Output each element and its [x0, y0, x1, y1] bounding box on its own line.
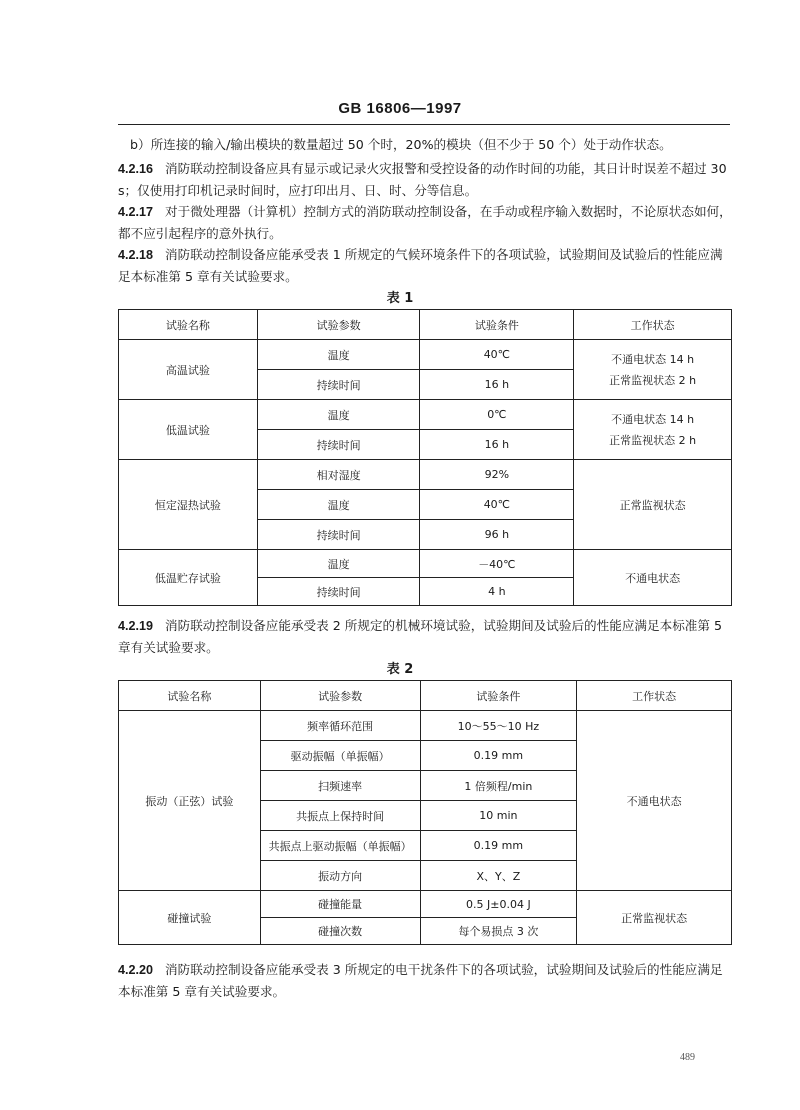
paragraph-b: b）所连接的输入/输出模块的数量超过 50 个时，20%的模块（但不少于 50 个）处于动作状态。: [130, 137, 672, 152]
work-state-cell: 不通电状态 14 h 正常监视状态 2 h: [574, 340, 732, 400]
header-cell: 试验名称: [119, 310, 258, 340]
cell: 碰撞次数: [260, 918, 420, 945]
header-cell: 试验条件: [420, 310, 574, 340]
table-1: [118, 309, 732, 606]
cell: 频率循环范围: [260, 711, 420, 741]
cell: 0.19 mm: [420, 831, 577, 861]
cell: －40℃: [420, 550, 574, 578]
table-2: [118, 680, 732, 945]
header-cell: 工作状态: [574, 310, 732, 340]
paragraph-4-2-17: [118, 201, 734, 244]
table-row: [119, 891, 732, 918]
paragraph-4-2-20: [118, 959, 734, 1002]
cell: 每个易损点 3 次: [420, 918, 577, 945]
test-name-cell: 碰撞试验: [119, 891, 261, 945]
cell: 温度: [257, 490, 420, 520]
cell: 40℃: [420, 340, 574, 370]
cell: 碰撞能量: [260, 891, 420, 918]
clause-number: 4.2.17: [118, 205, 154, 219]
table-row: [119, 340, 732, 370]
cell: 0℃: [420, 400, 574, 430]
cell: 1 倍频程/min: [420, 771, 577, 801]
paragraph-4-2-16: [118, 158, 734, 201]
cell: 40℃: [420, 490, 574, 520]
table-row: [119, 550, 732, 578]
header-cell: 试验参数: [257, 310, 420, 340]
clause-text: 消防联动控制设备应具有显示或记录火灾报警和受控设备的动作时间的功能，其日计时误差不超过 30 s；仅使用打印机记录时间时，应打印出月、日、时、分等信息。: [118, 161, 727, 198]
clause-number: 4.2.20: [118, 963, 154, 977]
cell: 持续时间: [257, 578, 420, 606]
cell: 相对湿度: [257, 460, 420, 490]
cell: X、Y、Z: [420, 861, 577, 891]
work-state-cell: 正常监视状态: [574, 460, 732, 550]
cell: 温度: [257, 550, 420, 578]
header-cell: 工作状态: [577, 681, 732, 711]
cell: 0.19 mm: [420, 741, 577, 771]
cell: 持续时间: [257, 520, 420, 550]
cell: 温度: [257, 340, 420, 370]
cell: 温度: [257, 400, 420, 430]
table-row: [119, 460, 732, 490]
cell: 扫频速率: [260, 771, 420, 801]
test-name-cell: 低温试验: [119, 400, 258, 460]
header-cell: 试验条件: [420, 681, 577, 711]
work-state-cell: 正常监视状态: [577, 891, 732, 945]
test-name-cell: 恒定湿热试验: [119, 460, 258, 550]
cell: 10 min: [420, 801, 577, 831]
header-cell: 试验参数: [260, 681, 420, 711]
cell: 共振点上保持时间: [260, 801, 420, 831]
test-name-cell: 低温贮存试验: [119, 550, 258, 606]
cell: 16 h: [420, 430, 574, 460]
header-cell: 试验名称: [119, 681, 261, 711]
clause-text: 对于微处理器（计算机）控制方式的消防联动控制设备，在手动或程序输入数据时，不论原状态如何，都不应引起程序的意外执行。: [118, 204, 732, 241]
cell: 共振点上驱动振幅（单振幅）: [260, 831, 420, 861]
work-state-cell: 不通电状态 14 h 正常监视状态 2 h: [574, 400, 732, 460]
table2-caption: 表 2: [386, 662, 414, 677]
standard-header: GB 16806—1997: [338, 100, 462, 117]
test-name-cell: 振动（正弦）试验: [119, 711, 261, 891]
table-row: [119, 711, 732, 741]
cell: 持续时间: [257, 370, 420, 400]
clause-text: 消防联动控制设备应能承受表 2 所规定的机械环境试验，试验期间及试验后的性能应满足本标准第 5 章有关试验要求。: [118, 618, 722, 655]
clause-number: 4.2.18: [118, 248, 154, 262]
page-number: 489: [680, 1052, 695, 1063]
cell: 持续时间: [257, 430, 420, 460]
work-state-cell: 不通电状态: [577, 711, 732, 891]
cell: 振动方向: [260, 861, 420, 891]
cell: 4 h: [420, 578, 574, 606]
clause-text: 消防联动控制设备应能承受表 3 所规定的电干扰条件下的各项试验，试验期间及试验后的性能应满足本标准第 5 章有关试验要求。: [118, 962, 723, 999]
test-name-cell: 高温试验: [119, 340, 258, 400]
cell: 96 h: [420, 520, 574, 550]
header-rule: [118, 124, 730, 125]
paragraph-4-2-19: [118, 615, 734, 658]
table-row: [119, 400, 732, 430]
cell: 92%: [420, 460, 574, 490]
clause-number: 4.2.19: [118, 619, 154, 633]
clause-text: 消防联动控制设备应能承受表 1 所规定的气候环境条件下的各项试验，试验期间及试验后的性能应满足本标准第 5 章有关试验要求。: [118, 247, 723, 284]
table-header-row: [119, 310, 732, 340]
table1-caption: 表 1: [386, 291, 414, 306]
cell: 驱动振幅（单振幅）: [260, 741, 420, 771]
cell: 16 h: [420, 370, 574, 400]
table-header-row: [119, 681, 732, 711]
cell: 10～55～10 Hz: [420, 711, 577, 741]
paragraph-4-2-18: [118, 244, 734, 287]
cell: 0.5 J±0.04 J: [420, 891, 577, 918]
work-state-cell: 不通电状态: [574, 550, 732, 606]
clause-number: 4.2.16: [118, 162, 154, 176]
